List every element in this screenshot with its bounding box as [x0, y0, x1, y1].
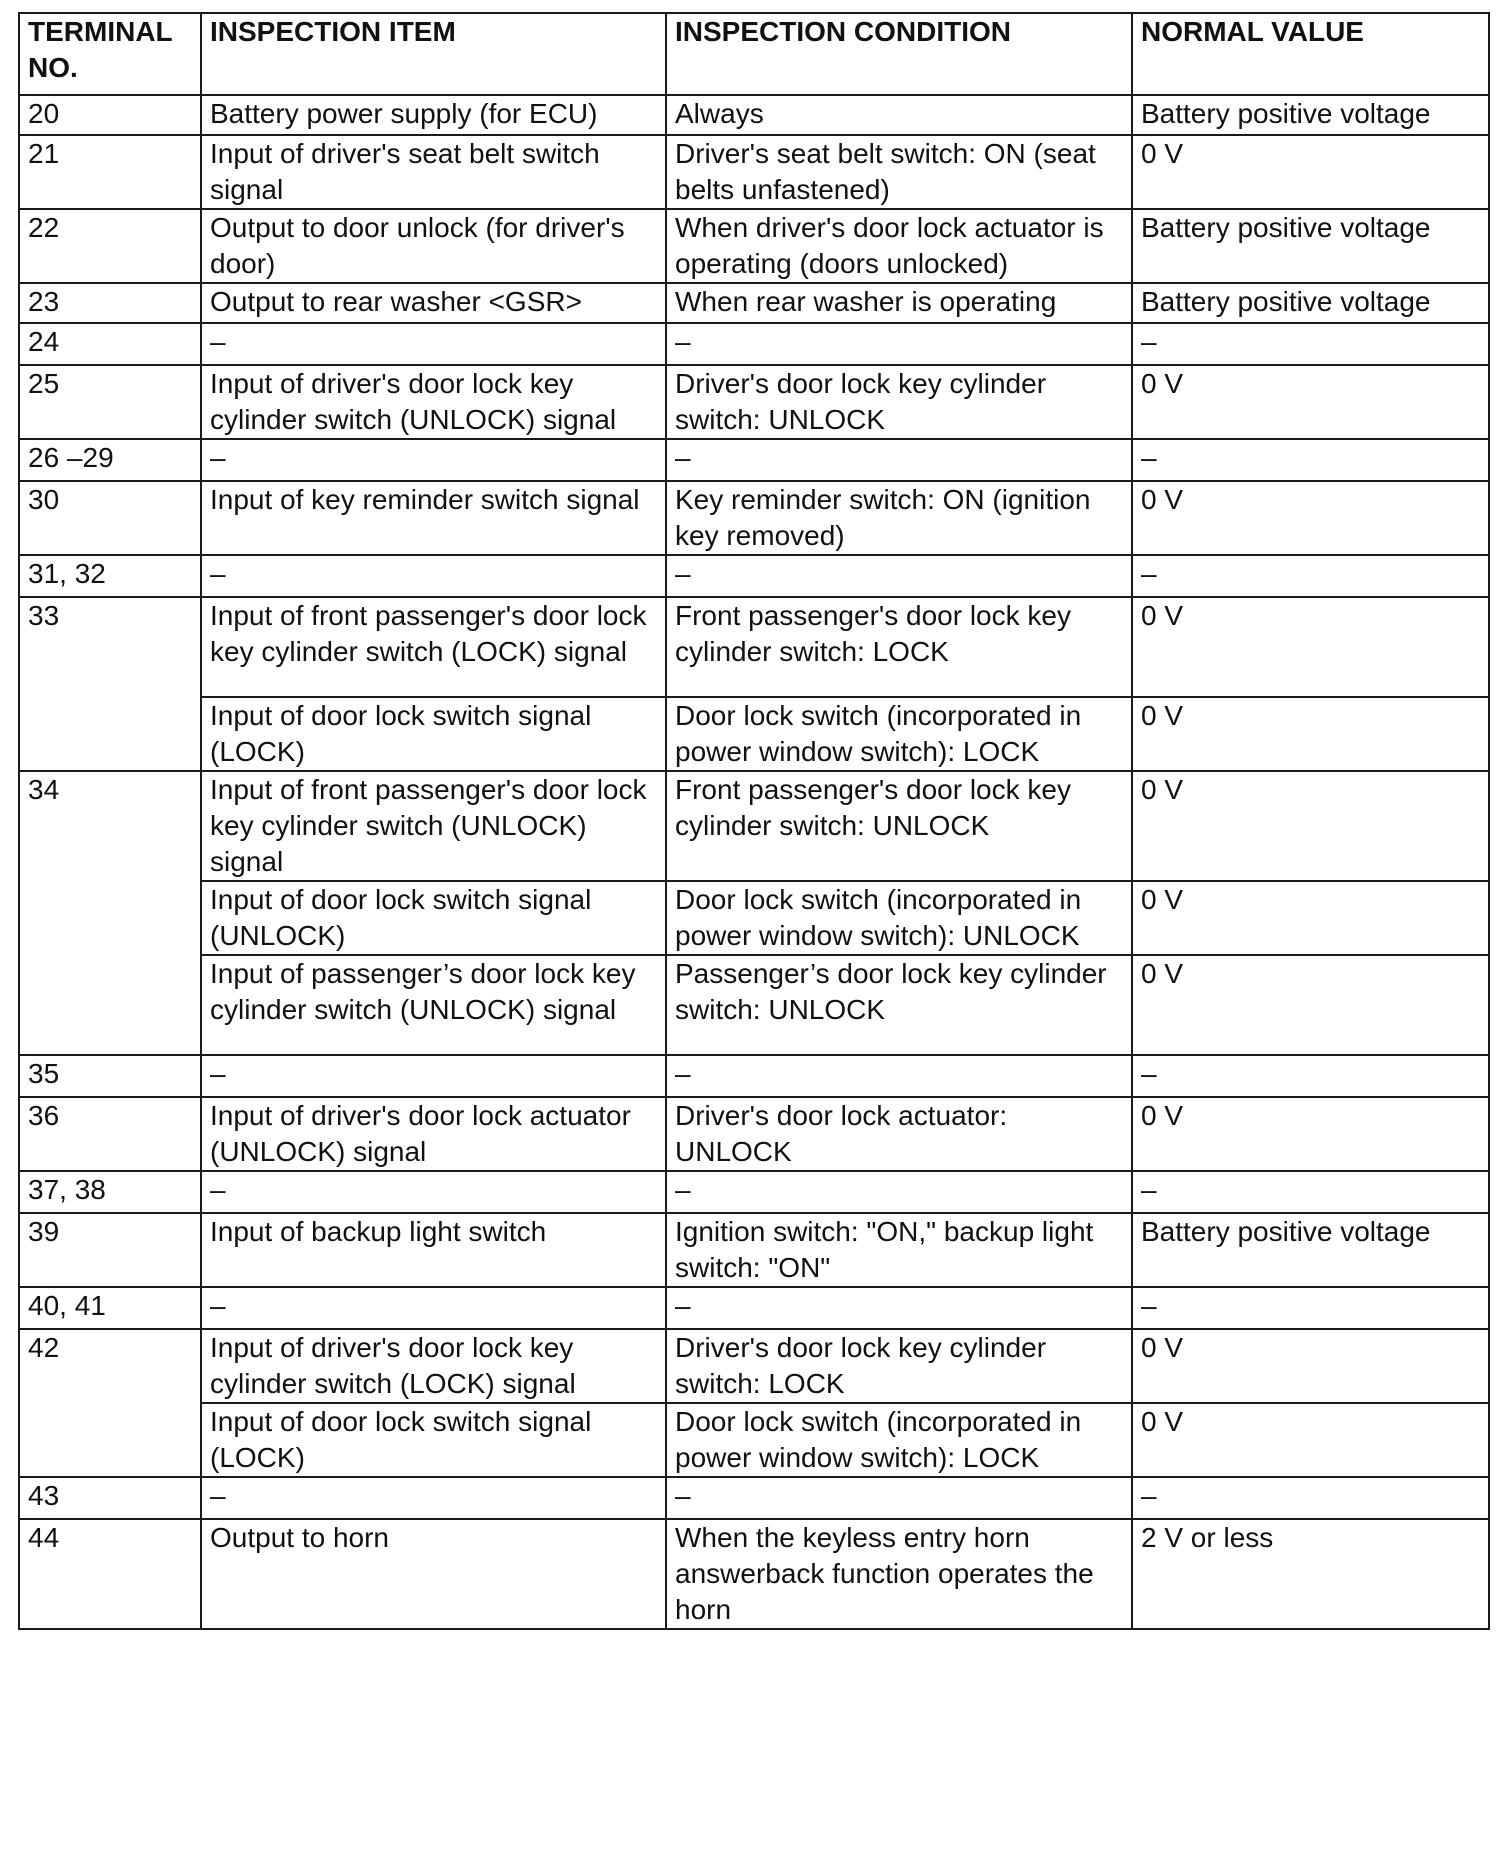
terminal-cell: 23 [19, 283, 201, 323]
value-cell: 0 V [1132, 881, 1489, 955]
terminal-cell: 36 [19, 1097, 201, 1171]
condition-cell: When the keyless entry horn answerback function operates the horn [666, 1519, 1132, 1629]
condition-cell: Door lock switch (incorporated in power window switch): UNLOCK [666, 881, 1132, 955]
table-row [19, 1097, 1489, 1171]
value-cell: – [1132, 323, 1489, 365]
value-cell: 0 V [1132, 955, 1489, 1055]
value-cell: – [1132, 1171, 1489, 1213]
item-cell: Input of door lock switch signal (LOCK) [201, 697, 666, 771]
header-inspection-condition: INSPECTION CONDITION [666, 13, 1132, 95]
table-row [19, 1213, 1489, 1287]
terminal-cell: 43 [19, 1477, 201, 1519]
condition-cell: Driver's door lock key cylinder switch: LOCK [666, 1329, 1132, 1403]
value-cell: 0 V [1132, 597, 1489, 697]
item-cell: Input of driver's seat belt switch signal [201, 135, 666, 209]
condition-cell: – [666, 439, 1132, 481]
table-row [19, 135, 1489, 209]
inspection-table [18, 12, 1490, 1630]
condition-cell: Front passenger's door lock key cylinder switch: LOCK [666, 597, 1132, 697]
condition-cell: Ignition switch: "ON," backup light switch: "ON" [666, 1213, 1132, 1287]
value-cell: 0 V [1132, 771, 1489, 881]
item-cell: – [201, 439, 666, 481]
terminal-cell: 31, 32 [19, 555, 201, 597]
value-cell: Battery positive voltage [1132, 283, 1489, 323]
value-cell: 0 V [1132, 697, 1489, 771]
item-cell: Input of driver's door lock actuator (UNLOCK) signal [201, 1097, 666, 1171]
terminal-cell: 30 [19, 481, 201, 555]
item-cell: – [201, 1477, 666, 1519]
terminal-cell: 40, 41 [19, 1287, 201, 1329]
condition-cell: Key reminder switch: ON (ignition key removed) [666, 481, 1132, 555]
table-row [19, 1519, 1489, 1629]
table-body [19, 95, 1489, 1629]
inspection-table-sheet [18, 12, 1488, 1630]
item-cell: Input of door lock switch signal (LOCK) [201, 1403, 666, 1477]
table-header [19, 13, 1489, 95]
terminal-cell: 20 [19, 95, 201, 135]
terminal-cell: 22 [19, 209, 201, 283]
condition-cell: When driver's door lock actuator is operating (doors unlocked) [666, 209, 1132, 283]
table-row [19, 283, 1489, 323]
value-cell: – [1132, 1477, 1489, 1519]
table-row [19, 955, 1489, 1055]
item-cell: – [201, 1055, 666, 1097]
value-cell: – [1132, 555, 1489, 597]
value-cell: 2 V or less [1132, 1519, 1489, 1629]
value-cell: Battery positive voltage [1132, 1213, 1489, 1287]
value-cell: Battery positive voltage [1132, 95, 1489, 135]
terminal-cell: 24 [19, 323, 201, 365]
condition-cell: – [666, 1477, 1132, 1519]
terminal-cell: 34 [19, 771, 201, 1055]
condition-cell: – [666, 1055, 1132, 1097]
table-row [19, 439, 1489, 481]
item-cell: Input of driver's door lock key cylinder switch (UNLOCK) signal [201, 365, 666, 439]
value-cell: – [1132, 1287, 1489, 1329]
table-row [19, 597, 1489, 697]
item-cell: Input of front passenger's door lock key cylinder switch (UNLOCK) signal [201, 771, 666, 881]
terminal-cell: 37, 38 [19, 1171, 201, 1213]
condition-cell: Door lock switch (incorporated in power window switch): LOCK [666, 697, 1132, 771]
item-cell: – [201, 1287, 666, 1329]
terminal-cell: 44 [19, 1519, 201, 1629]
item-cell: Input of front passenger's door lock key cylinder switch (LOCK) signal [201, 597, 666, 697]
condition-cell: – [666, 1287, 1132, 1329]
table-row [19, 1329, 1489, 1403]
table-row [19, 697, 1489, 771]
item-cell: – [201, 555, 666, 597]
table-row [19, 1287, 1489, 1329]
condition-cell: – [666, 555, 1132, 597]
condition-cell: Always [666, 95, 1132, 135]
item-cell: Input of door lock switch signal (UNLOCK) [201, 881, 666, 955]
table-row [19, 555, 1489, 597]
terminal-cell: 33 [19, 597, 201, 771]
table-row [19, 209, 1489, 283]
item-cell: Input of driver's door lock key cylinder switch (LOCK) signal [201, 1329, 666, 1403]
terminal-cell: 42 [19, 1329, 201, 1477]
condition-cell: – [666, 1171, 1132, 1213]
table-row [19, 481, 1489, 555]
condition-cell: Driver's seat belt switch: ON (seat belts unfastened) [666, 135, 1132, 209]
item-cell: Battery power supply (for ECU) [201, 95, 666, 135]
value-cell: 0 V [1132, 1403, 1489, 1477]
terminal-cell: 25 [19, 365, 201, 439]
table-row [19, 1403, 1489, 1477]
header-row [19, 13, 1489, 95]
table-row [19, 881, 1489, 955]
header-terminal-no: TERMINAL NO. [19, 13, 201, 95]
condition-cell: When rear washer is operating [666, 283, 1132, 323]
item-cell: Input of key reminder switch signal [201, 481, 666, 555]
condition-cell: Driver's door lock actuator: UNLOCK [666, 1097, 1132, 1171]
value-cell: 0 V [1132, 1097, 1489, 1171]
item-cell: Output to rear washer <GSR> [201, 283, 666, 323]
condition-cell: Door lock switch (incorporated in power window switch): LOCK [666, 1403, 1132, 1477]
table-row [19, 95, 1489, 135]
value-cell: 0 V [1132, 481, 1489, 555]
value-cell: 0 V [1132, 1329, 1489, 1403]
value-cell: 0 V [1132, 365, 1489, 439]
table-row [19, 771, 1489, 881]
table-row [19, 323, 1489, 365]
terminal-cell: 21 [19, 135, 201, 209]
condition-cell: Passenger’s door lock key cylinder switch: UNLOCK [666, 955, 1132, 1055]
value-cell: Battery positive voltage [1132, 209, 1489, 283]
item-cell: Output to door unlock (for driver's door) [201, 209, 666, 283]
value-cell: 0 V [1132, 135, 1489, 209]
terminal-cell: 39 [19, 1213, 201, 1287]
terminal-cell: 35 [19, 1055, 201, 1097]
table-row [19, 1171, 1489, 1213]
condition-cell: – [666, 323, 1132, 365]
condition-cell: Front passenger's door lock key cylinder switch: UNLOCK [666, 771, 1132, 881]
header-normal-value: NORMAL VALUE [1132, 13, 1489, 95]
terminal-cell: 26 –29 [19, 439, 201, 481]
value-cell: – [1132, 1055, 1489, 1097]
item-cell: – [201, 323, 666, 365]
table-row [19, 365, 1489, 439]
item-cell: Output to horn [201, 1519, 666, 1629]
item-cell: – [201, 1171, 666, 1213]
table-row [19, 1477, 1489, 1519]
value-cell: – [1132, 439, 1489, 481]
item-cell: Input of passenger’s door lock key cylinder switch (UNLOCK) signal [201, 955, 666, 1055]
header-inspection-item: INSPECTION ITEM [201, 13, 666, 95]
condition-cell: Driver's door lock key cylinder switch: UNLOCK [666, 365, 1132, 439]
table-row [19, 1055, 1489, 1097]
item-cell: Input of backup light switch [201, 1213, 666, 1287]
